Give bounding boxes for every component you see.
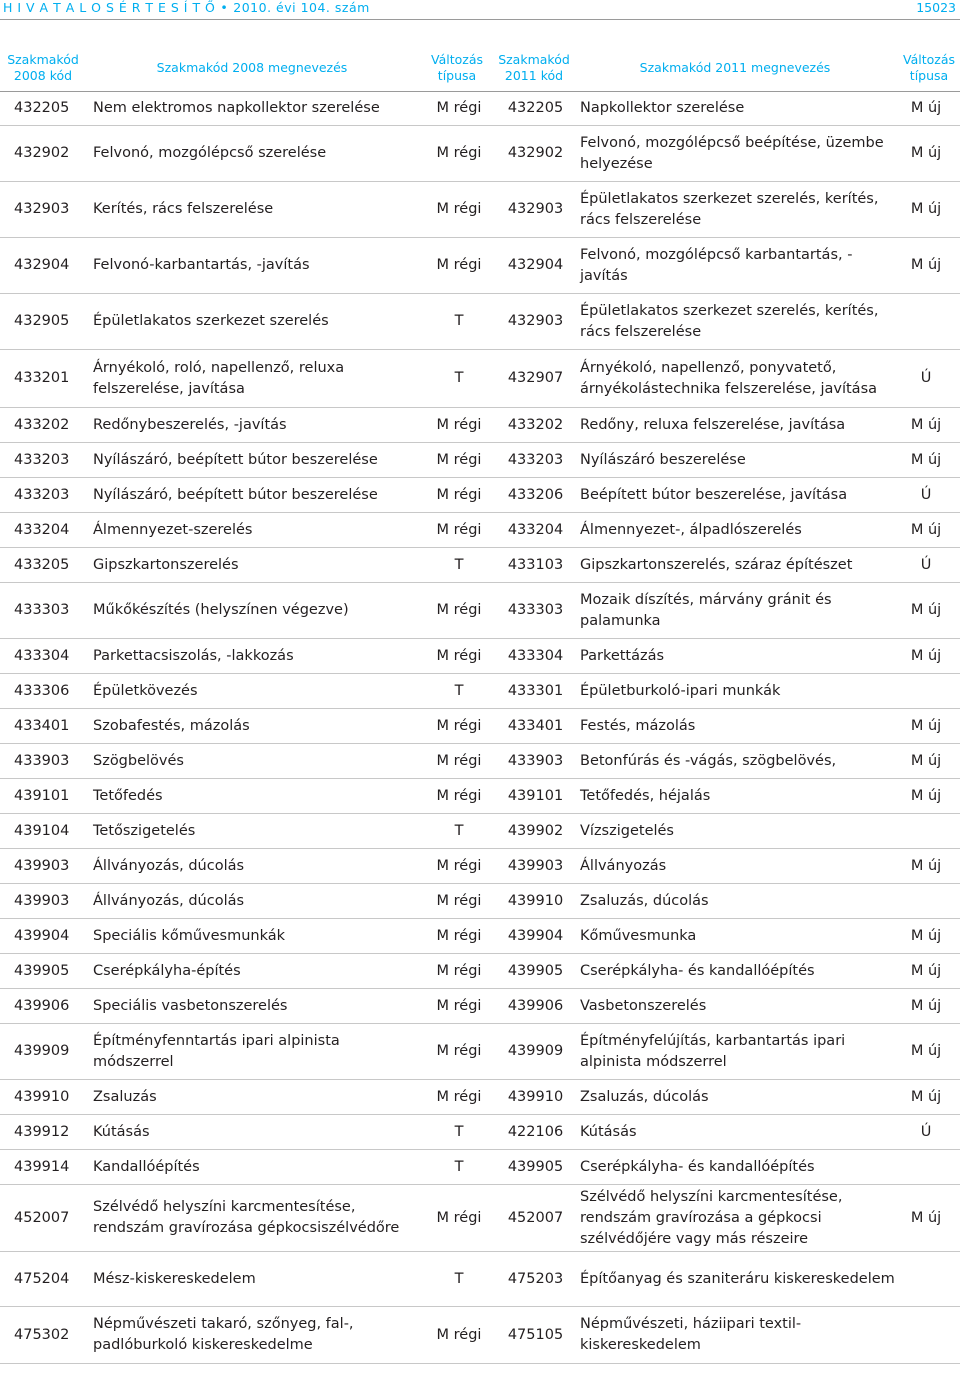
cell-old-name: Kandallóépítés <box>86 1150 418 1185</box>
cell-new-code: 439905 <box>496 954 572 989</box>
cell-new-code: 433304 <box>496 639 572 674</box>
cell-new-type: M új <box>898 513 960 548</box>
cell-old-code: 439910 <box>0 1080 86 1115</box>
cell-change-type: T <box>418 1150 496 1185</box>
cell-new-code: 439903 <box>496 849 572 884</box>
cell-change-type: T <box>418 294 496 350</box>
cell-old-code: 475302 <box>0 1307 86 1364</box>
cell-old-name: Kerítés, rács felszerelése <box>86 182 418 238</box>
cell-new-type <box>898 674 960 709</box>
cell-new-name: Népművészeti, háziipari textil-kiskereskedelem <box>572 1307 898 1364</box>
cell-old-code: 439904 <box>0 919 86 954</box>
cell-old-code: 475204 <box>0 1252 86 1307</box>
cell-new-code: 475203 <box>496 1252 572 1307</box>
cell-change-type: T <box>418 1252 496 1307</box>
cell-new-type: M új <box>898 954 960 989</box>
cell-new-code: 422106 <box>496 1115 572 1150</box>
cell-old-name: Parkettacsiszolás, -lakkozás <box>86 639 418 674</box>
cell-new-type: M új <box>898 989 960 1024</box>
cell-new-code: 439906 <box>496 989 572 1024</box>
table-row <box>0 1252 960 1307</box>
cell-new-code: 433303 <box>496 583 572 639</box>
cell-old-name: Műkőkészítés (helyszínen végezve) <box>86 583 418 639</box>
cell-change-type: T <box>418 350 496 408</box>
journal-title <box>3 0 370 15</box>
cell-old-code: 433204 <box>0 513 86 548</box>
cell-new-name: Betonfúrás és -vágás, szögbelövés, <box>572 744 898 779</box>
cell-new-type: Ú <box>898 548 960 583</box>
header-new-name: Szakmakód 2011 megnevezés <box>572 44 898 92</box>
cell-new-name: Építményfelújítás, karbantartás ipari alpinista módszerrel <box>572 1024 898 1080</box>
cell-old-code: 433202 <box>0 408 86 443</box>
cell-change-type: M régi <box>418 744 496 779</box>
cell-new-type: M új <box>898 1080 960 1115</box>
cell-new-code: 433204 <box>496 513 572 548</box>
cell-old-name: Építményfenntartás ipari alpinista módszerrel <box>86 1024 418 1080</box>
cell-old-code: 433303 <box>0 583 86 639</box>
cell-old-name: Gipszkartonszerelés <box>86 548 418 583</box>
table-row <box>0 919 960 954</box>
cell-old-name: Álmennyezet-szerelés <box>86 513 418 548</box>
cell-change-type: M régi <box>418 639 496 674</box>
table-row <box>0 884 960 919</box>
table-row <box>0 548 960 583</box>
cell-change-type: M régi <box>418 443 496 478</box>
header-old-code: Szakmakód 2008 kód <box>0 44 86 92</box>
cell-old-code: 439104 <box>0 814 86 849</box>
header-new-code: Szakmakód 2011 kód <box>496 44 572 92</box>
cell-change-type: M régi <box>418 779 496 814</box>
table-row <box>0 814 960 849</box>
cell-old-code: 433201 <box>0 350 86 408</box>
cell-new-code: 439909 <box>496 1024 572 1080</box>
cell-new-type: M új <box>898 709 960 744</box>
cell-new-name: Állványozás <box>572 849 898 884</box>
header-new-type: Változás típusa <box>898 44 960 92</box>
cell-new-code: 433401 <box>496 709 572 744</box>
cell-old-code: 433903 <box>0 744 86 779</box>
cell-change-type: M régi <box>418 884 496 919</box>
table-row <box>0 989 960 1024</box>
cell-new-code: 433301 <box>496 674 572 709</box>
cell-old-code: 439903 <box>0 849 86 884</box>
cell-new-name: Beépített bútor beszerelése, javítása <box>572 478 898 513</box>
cell-new-type <box>898 1150 960 1185</box>
cell-change-type: M régi <box>418 478 496 513</box>
cell-old-code: 432205 <box>0 92 86 126</box>
cell-old-code: 432903 <box>0 182 86 238</box>
cell-new-name: Cserépkályha- és kandallóépítés <box>572 954 898 989</box>
cell-old-name: Nem elektromos napkollektor szerelése <box>86 92 418 126</box>
cell-old-name: Szögbelövés <box>86 744 418 779</box>
cell-old-code: 452007 <box>0 1185 86 1252</box>
cell-old-code: 432904 <box>0 238 86 294</box>
cell-old-code: 433203 <box>0 478 86 513</box>
cell-new-name: Zsaluzás, dúcolás <box>572 884 898 919</box>
cell-old-name: Nyílászáró, beépített bútor beszerelése <box>86 478 418 513</box>
table-row <box>0 1024 960 1080</box>
cell-new-type: M új <box>898 744 960 779</box>
cell-new-code: 433903 <box>496 744 572 779</box>
cell-change-type: M régi <box>418 583 496 639</box>
cell-change-type: T <box>418 1115 496 1150</box>
cell-new-name: Építőanyag és szaniteráru kiskereskedelem <box>572 1252 898 1307</box>
cell-new-type: M új <box>898 1185 960 1252</box>
cell-old-name: Szélvédő helyszíni karcmentesítése, rendszám gravírozása gépkocsiszélvédőre <box>86 1185 418 1252</box>
cell-old-name: Mész-kiskereskedelem <box>86 1252 418 1307</box>
cell-new-code: 452007 <box>496 1185 572 1252</box>
cell-old-name: Árnyékoló, roló, napellenző, reluxa felszerelése, javítása <box>86 350 418 408</box>
journal-name: H I V A T A L O S É R T E S Í T Ő <box>3 0 216 15</box>
cell-new-type: M új <box>898 583 960 639</box>
table-row <box>0 583 960 639</box>
cell-new-name: Álmennyezet-, álpadlószerelés <box>572 513 898 548</box>
cell-old-name: Speciális vasbetonszerelés <box>86 989 418 1024</box>
cell-old-name: Speciális kőművesmunkák <box>86 919 418 954</box>
cell-new-type: M új <box>898 408 960 443</box>
table-row <box>0 443 960 478</box>
cell-old-code: 433304 <box>0 639 86 674</box>
cell-old-name: Felvonó, mozgólépcső szerelése <box>86 126 418 182</box>
cell-old-code: 439101 <box>0 779 86 814</box>
cell-old-name: Épületlakatos szerkezet szerelés <box>86 294 418 350</box>
cell-new-name: Redőny, reluxa felszerelése, javítása <box>572 408 898 443</box>
table-row <box>0 238 960 294</box>
page-number: 15023 <box>916 0 956 15</box>
cell-new-name: Épületburkoló-ipari munkák <box>572 674 898 709</box>
cell-old-name: Redőnybeszerelés, -javítás <box>86 408 418 443</box>
cell-new-code: 432904 <box>496 238 572 294</box>
cell-change-type: M régi <box>418 989 496 1024</box>
cell-old-name: Tetőszigetelés <box>86 814 418 849</box>
cell-new-type: Ú <box>898 1115 960 1150</box>
cell-change-type: M régi <box>418 709 496 744</box>
cell-old-name: Kútásás <box>86 1115 418 1150</box>
cell-new-name: Festés, mázolás <box>572 709 898 744</box>
table-row <box>0 1185 960 1252</box>
cell-new-type: M új <box>898 443 960 478</box>
table-row <box>0 709 960 744</box>
table-row <box>0 744 960 779</box>
cell-new-code: 433202 <box>496 408 572 443</box>
cell-new-code: 439902 <box>496 814 572 849</box>
cell-new-name: Árnyékoló, napellenző, ponyvatető, árnyékolástechnika felszerelése, javítása <box>572 350 898 408</box>
cell-old-name: Zsaluzás <box>86 1080 418 1115</box>
cell-new-code: 433103 <box>496 548 572 583</box>
cell-new-name: Tetőfedés, héjalás <box>572 779 898 814</box>
cell-new-type: M új <box>898 238 960 294</box>
cell-new-name: Mozaik díszítés, márvány gránit és palamunka <box>572 583 898 639</box>
cell-new-name: Kőművesmunka <box>572 919 898 954</box>
cell-change-type: M régi <box>418 1185 496 1252</box>
cell-new-name: Szélvédő helyszíni karcmentesítése, rendszám gravírozása a gépkocsi szélvédőjére vagy más részeire <box>572 1185 898 1252</box>
cell-old-name: Népművészeti takaró, szőnyeg, fal-, padlóburkoló kiskereskedelme <box>86 1307 418 1364</box>
cell-old-name: Állványozás, dúcolás <box>86 884 418 919</box>
cell-new-type: M új <box>898 779 960 814</box>
cell-old-code: 432905 <box>0 294 86 350</box>
cell-new-code: 432902 <box>496 126 572 182</box>
table-row <box>0 1307 960 1364</box>
cell-old-name: Felvonó-karbantartás, -javítás <box>86 238 418 294</box>
table-row <box>0 478 960 513</box>
cell-old-name: Épületkövezés <box>86 674 418 709</box>
cell-change-type: M régi <box>418 513 496 548</box>
table-row <box>0 92 960 126</box>
cell-new-code: 439101 <box>496 779 572 814</box>
cell-new-type <box>898 884 960 919</box>
cell-new-code: 433203 <box>496 443 572 478</box>
cell-change-type: M régi <box>418 1080 496 1115</box>
cell-new-name: Kútásás <box>572 1115 898 1150</box>
cell-old-name: Tetőfedés <box>86 779 418 814</box>
cell-old-code: 433401 <box>0 709 86 744</box>
table-row <box>0 513 960 548</box>
cell-old-code: 439905 <box>0 954 86 989</box>
cell-new-code: 439905 <box>496 1150 572 1185</box>
cell-new-type: M új <box>898 182 960 238</box>
cell-old-code: 433306 <box>0 674 86 709</box>
header-old-name: Szakmakód 2008 megnevezés <box>86 44 418 92</box>
cell-change-type: M régi <box>418 1024 496 1080</box>
cell-new-name: Épületlakatos szerkezet szerelés, kerítés, rács felszerelése <box>572 294 898 350</box>
cell-new-name: Vasbetonszerelés <box>572 989 898 1024</box>
cell-new-name: Felvonó, mozgólépcső karbantartás, -javítás <box>572 238 898 294</box>
table-row <box>0 1080 960 1115</box>
cell-change-type: M régi <box>418 126 496 182</box>
cell-new-name: Épületlakatos szerkezet szerelés, kerítés, rács felszerelése <box>572 182 898 238</box>
cell-new-code: 432907 <box>496 350 572 408</box>
cell-change-type: M régi <box>418 238 496 294</box>
cell-new-code: 433206 <box>496 478 572 513</box>
table-row <box>0 126 960 182</box>
cell-new-name: Felvonó, mozgólépcső beépítése, üzembe helyezése <box>572 126 898 182</box>
table-row <box>0 294 960 350</box>
cell-new-code: 439904 <box>496 919 572 954</box>
cell-new-name: Gipszkartonszerelés, száraz építészet <box>572 548 898 583</box>
cell-new-name: Napkollektor szerelése <box>572 92 898 126</box>
cell-new-type: M új <box>898 849 960 884</box>
cell-old-name: Szobafestés, mázolás <box>86 709 418 744</box>
table-header-row <box>0 44 960 92</box>
issue-label: 2010. évi 104. szám <box>233 0 370 15</box>
cell-new-code: 432205 <box>496 92 572 126</box>
table-row <box>0 779 960 814</box>
cell-new-type: M új <box>898 919 960 954</box>
table-row <box>0 639 960 674</box>
cell-new-type <box>898 294 960 350</box>
header-divider <box>0 19 960 20</box>
cell-old-name: Állványozás, dúcolás <box>86 849 418 884</box>
cell-change-type: T <box>418 674 496 709</box>
cell-old-code: 439912 <box>0 1115 86 1150</box>
header-change-type: Változás típusa <box>418 44 496 92</box>
table-row <box>0 1115 960 1150</box>
cell-new-name: Cserépkályha- és kandallóépítés <box>572 1150 898 1185</box>
cell-new-type: M új <box>898 126 960 182</box>
cell-old-code: 439914 <box>0 1150 86 1185</box>
cell-old-name: Nyílászáró, beépített bútor beszerelése <box>86 443 418 478</box>
cell-change-type: M régi <box>418 919 496 954</box>
cell-change-type: M régi <box>418 182 496 238</box>
cell-change-type: T <box>418 548 496 583</box>
cell-new-type: M új <box>898 639 960 674</box>
cell-old-code: 433203 <box>0 443 86 478</box>
cell-new-type <box>898 1252 960 1307</box>
cell-old-code: 433205 <box>0 548 86 583</box>
cell-new-name: Nyílászáró beszerelése <box>572 443 898 478</box>
cell-old-code: 439903 <box>0 884 86 919</box>
cell-new-type: Ú <box>898 350 960 408</box>
cell-change-type: M régi <box>418 1307 496 1364</box>
cell-new-code: 432903 <box>496 294 572 350</box>
cell-new-code: 432903 <box>496 182 572 238</box>
cell-new-type <box>898 1307 960 1364</box>
cell-change-type: M régi <box>418 954 496 989</box>
cell-new-name: Zsaluzás, dúcolás <box>572 1080 898 1115</box>
table-row <box>0 182 960 238</box>
table-row <box>0 408 960 443</box>
bullet-separator: • <box>220 0 229 15</box>
cell-old-name: Cserépkályha-építés <box>86 954 418 989</box>
cell-new-name: Parkettázás <box>572 639 898 674</box>
cell-new-code: 475105 <box>496 1307 572 1364</box>
cell-new-name: Vízszigetelés <box>572 814 898 849</box>
cell-old-code: 432902 <box>0 126 86 182</box>
table-row <box>0 674 960 709</box>
cell-old-code: 439909 <box>0 1024 86 1080</box>
table-row <box>0 1150 960 1185</box>
cell-new-type: Ú <box>898 478 960 513</box>
cell-change-type: M régi <box>418 849 496 884</box>
table-row <box>0 954 960 989</box>
cell-new-code: 439910 <box>496 884 572 919</box>
table-row <box>0 849 960 884</box>
cell-new-type: M új <box>898 1024 960 1080</box>
cell-new-code: 439910 <box>496 1080 572 1115</box>
cell-old-code: 439906 <box>0 989 86 1024</box>
table-row <box>0 350 960 408</box>
cell-change-type: T <box>418 814 496 849</box>
cell-change-type: M régi <box>418 408 496 443</box>
code-mapping-table <box>0 44 960 1364</box>
cell-change-type: M régi <box>418 92 496 126</box>
cell-new-type <box>898 814 960 849</box>
cell-new-type: M új <box>898 92 960 126</box>
